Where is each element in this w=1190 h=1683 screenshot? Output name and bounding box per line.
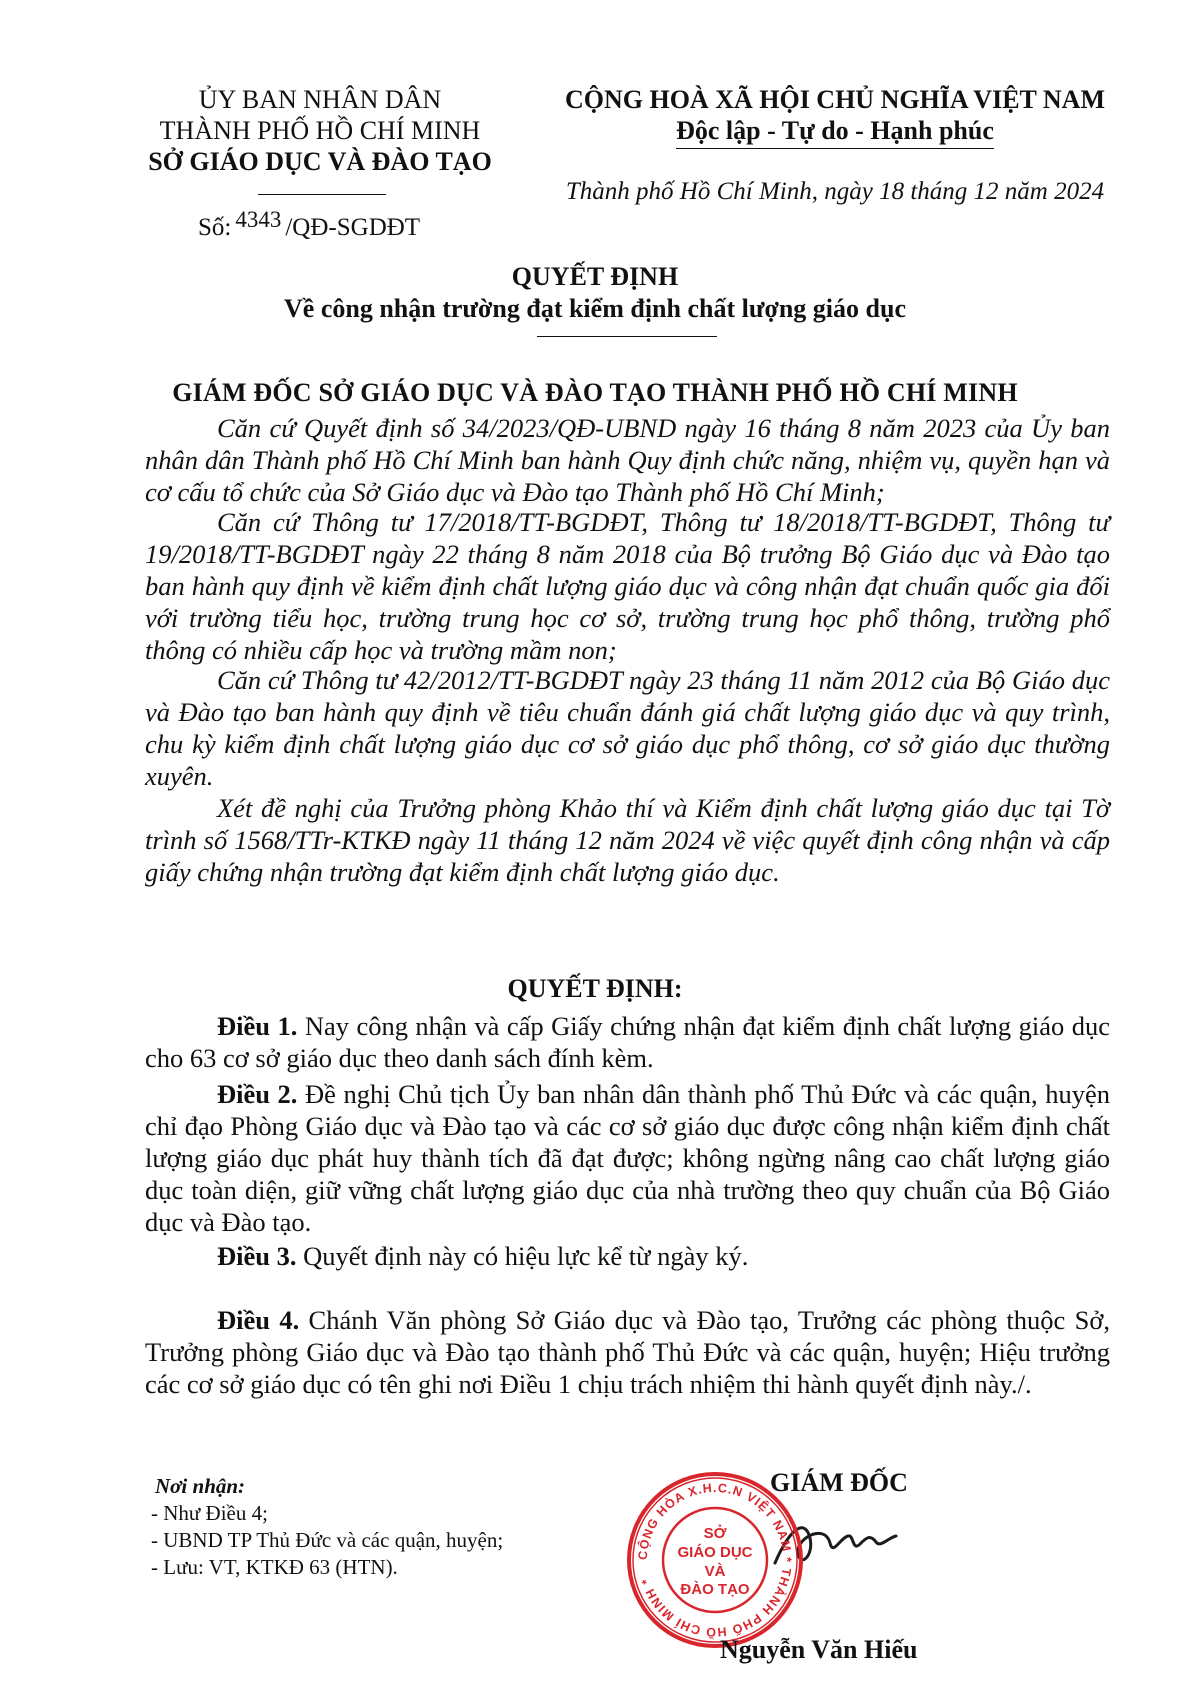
recipient-item: - Lưu: VT, KTKĐ 63 (HTN). [151, 1555, 398, 1579]
seal-center-line: ĐÀO TẠO [680, 1581, 750, 1598]
issue-date: Thành phố Hồ Chí Minh, ngày 18 tháng 12 năm 2024 [565, 178, 1105, 205]
article-label: Điều 4. [217, 1305, 300, 1335]
article-3 [145, 1240, 1110, 1272]
title-divider [537, 336, 717, 337]
article-label: Điều 1. [217, 1011, 298, 1041]
nation-name: CỘNG HOÀ XÃ HỘI CHỦ NGHĨA VIỆT NAM [564, 85, 1106, 114]
recipient-item: - Như Điều 4; [151, 1501, 268, 1525]
article-text: Chánh Văn phòng Sở Giáo dục và Đào tạo, Trưởng các phòng thuộc Sở, Trưởng phòng Giáo dục và Đào tạo thành phố Thủ Đức và các quận, huyện; Hiệu trưởng các cơ sở giáo dục có tên ghi nơi Điều 1 chịu trách nhiệm thi hành quyết định này./. [145, 1305, 1111, 1399]
article-4 [145, 1304, 1110, 1400]
preamble-paragraph: Căn cứ Thông tư 42/2012/TT-BGDĐT ngày 23 tháng 11 năm 2012 của Bộ Giáo dục và Đào tạo ban hành quy định về tiêu chuẩn đánh giá chất lượng giáo dục và quy trình, chu kỳ kiểm định chất lượng giáo dục cơ sở giáo dục phổ thông, cơ sở giáo dục thường xuyên. [145, 665, 1110, 791]
article-text: Đề nghị Chủ tịch Ủy ban nhân dân thành phố Thủ Đức và các quận, huyện chỉ đạo Phòng Giáo dục và Đào tạo và các cơ sở giáo dục được công nhận kiểm định chất lượng giáo dục phát huy thành tích đã đạt được; không ngừng nâng cao chất lượng giáo dục toàn diện, giữ vững chất lượng giáo dục của nhà trường theo quy chuẩn của Bộ Giáo dục và Đào tạo. [145, 1079, 1111, 1237]
national-motto: Độc lập - Tự do - Hạnh phúc [676, 115, 994, 149]
number-prefix: Số: [198, 214, 232, 241]
article-label: Điều 2. [217, 1079, 298, 1109]
agency-line-1: ỦY BAN NHÂN DÂN [198, 85, 442, 114]
seal-center-line: GIÁO DỤC [677, 1544, 753, 1561]
national-header [545, 84, 1125, 149]
number-suffix: /QĐ-SGDĐT [285, 214, 421, 241]
document-subject: Về công nhận trường đạt kiểm định chất lượng giáo dục [284, 294, 906, 323]
preamble-paragraph: Căn cứ Thông tư 17/2018/TT-BGDĐT, Thông tư 18/2018/TT-BGDĐT, Thông tư 19/2018/TT-BGDĐT ngày 22 tháng 8 năm 2018 của Bộ trưởng Bộ Giáo dục và Đào tạo ban hành quy định về kiểm định chất lượng giáo dục và công nhận đạt chuẩn quốc gia đối với trường tiểu học, trường trung học cơ sở, trường trung học phổ thông, trường phổ thông có nhiều cấp học và trường mầm non; [145, 507, 1110, 665]
official-seal [625, 1470, 805, 1650]
article-text: Quyết định này có hiệu lực kể từ ngày ký. [296, 1241, 749, 1271]
recipient-item: - UBND TP Thủ Đức và các quận, huyện; [151, 1528, 504, 1552]
agency-divider [258, 194, 386, 195]
signer-title: GIÁM ĐỐC [770, 1468, 908, 1497]
agency-line-2: THÀNH PHỐ HỒ CHÍ MINH [159, 116, 481, 145]
seal-center-line: VÀ [704, 1563, 726, 1580]
issuing-agency-block [135, 84, 505, 177]
preamble-paragraph: Xét đề nghị của Trưởng phòng Khảo thí và Kiểm định chất lượng giáo dục tại Tờ trình số 1568/TTr-KTKĐ ngày 11 tháng 12 năm 2024 về việc quyết định công nhận và cấp giấy chứng nhận trường đạt kiểm định chất lượng giáo dục. [145, 793, 1110, 887]
preamble-paragraph: Căn cứ Quyết định số 34/2023/QĐ-UBND ngày 16 tháng 8 năm 2023 của Ủy ban nhân dân Thành phố Hồ Chí Minh ban hành Quy định chức năng, nhiệm vụ, quyền hạn và cơ cấu tổ chức của Sở Giáo dục và Đào tạo Thành phố Hồ Chí Minh; [145, 413, 1110, 507]
issuing-authority: GIÁM ĐỐC SỞ GIÁO DỤC VÀ ĐÀO TẠO THÀNH PHỐ HỒ CHÍ MINH [172, 378, 1018, 407]
article-2 [145, 1078, 1110, 1238]
seal-center-line: SỞ [703, 1525, 727, 1542]
document-number [198, 207, 421, 242]
document-type: QUYẾT ĐỊNH [511, 262, 679, 291]
article-label: Điều 3. [217, 1241, 297, 1271]
agency-line-3: SỞ GIÁO DỤC VÀ ĐÀO TẠO [148, 147, 492, 176]
signer-name: Nguyễn Văn Hiếu [720, 1635, 918, 1664]
recipients-block [145, 1473, 503, 1581]
seal-ring-text: CỘNG HÒA X.H.C.N VIỆT NAM * THÀNH PHỐ HỒ CHÍ MINH * [635, 1480, 795, 1640]
number-value: 4343 [235, 207, 282, 232]
decision-heading: QUYẾT ĐỊNH: [507, 974, 683, 1003]
article-1 [145, 1010, 1110, 1074]
article-text: Nay công nhận và cấp Giấy chứng nhận đạt kiểm định chất lượng giáo dục cho 63 cơ sở giáo dục theo danh sách đính kèm. [145, 1011, 1111, 1073]
recipients-heading: Nơi nhận: [155, 1474, 246, 1498]
